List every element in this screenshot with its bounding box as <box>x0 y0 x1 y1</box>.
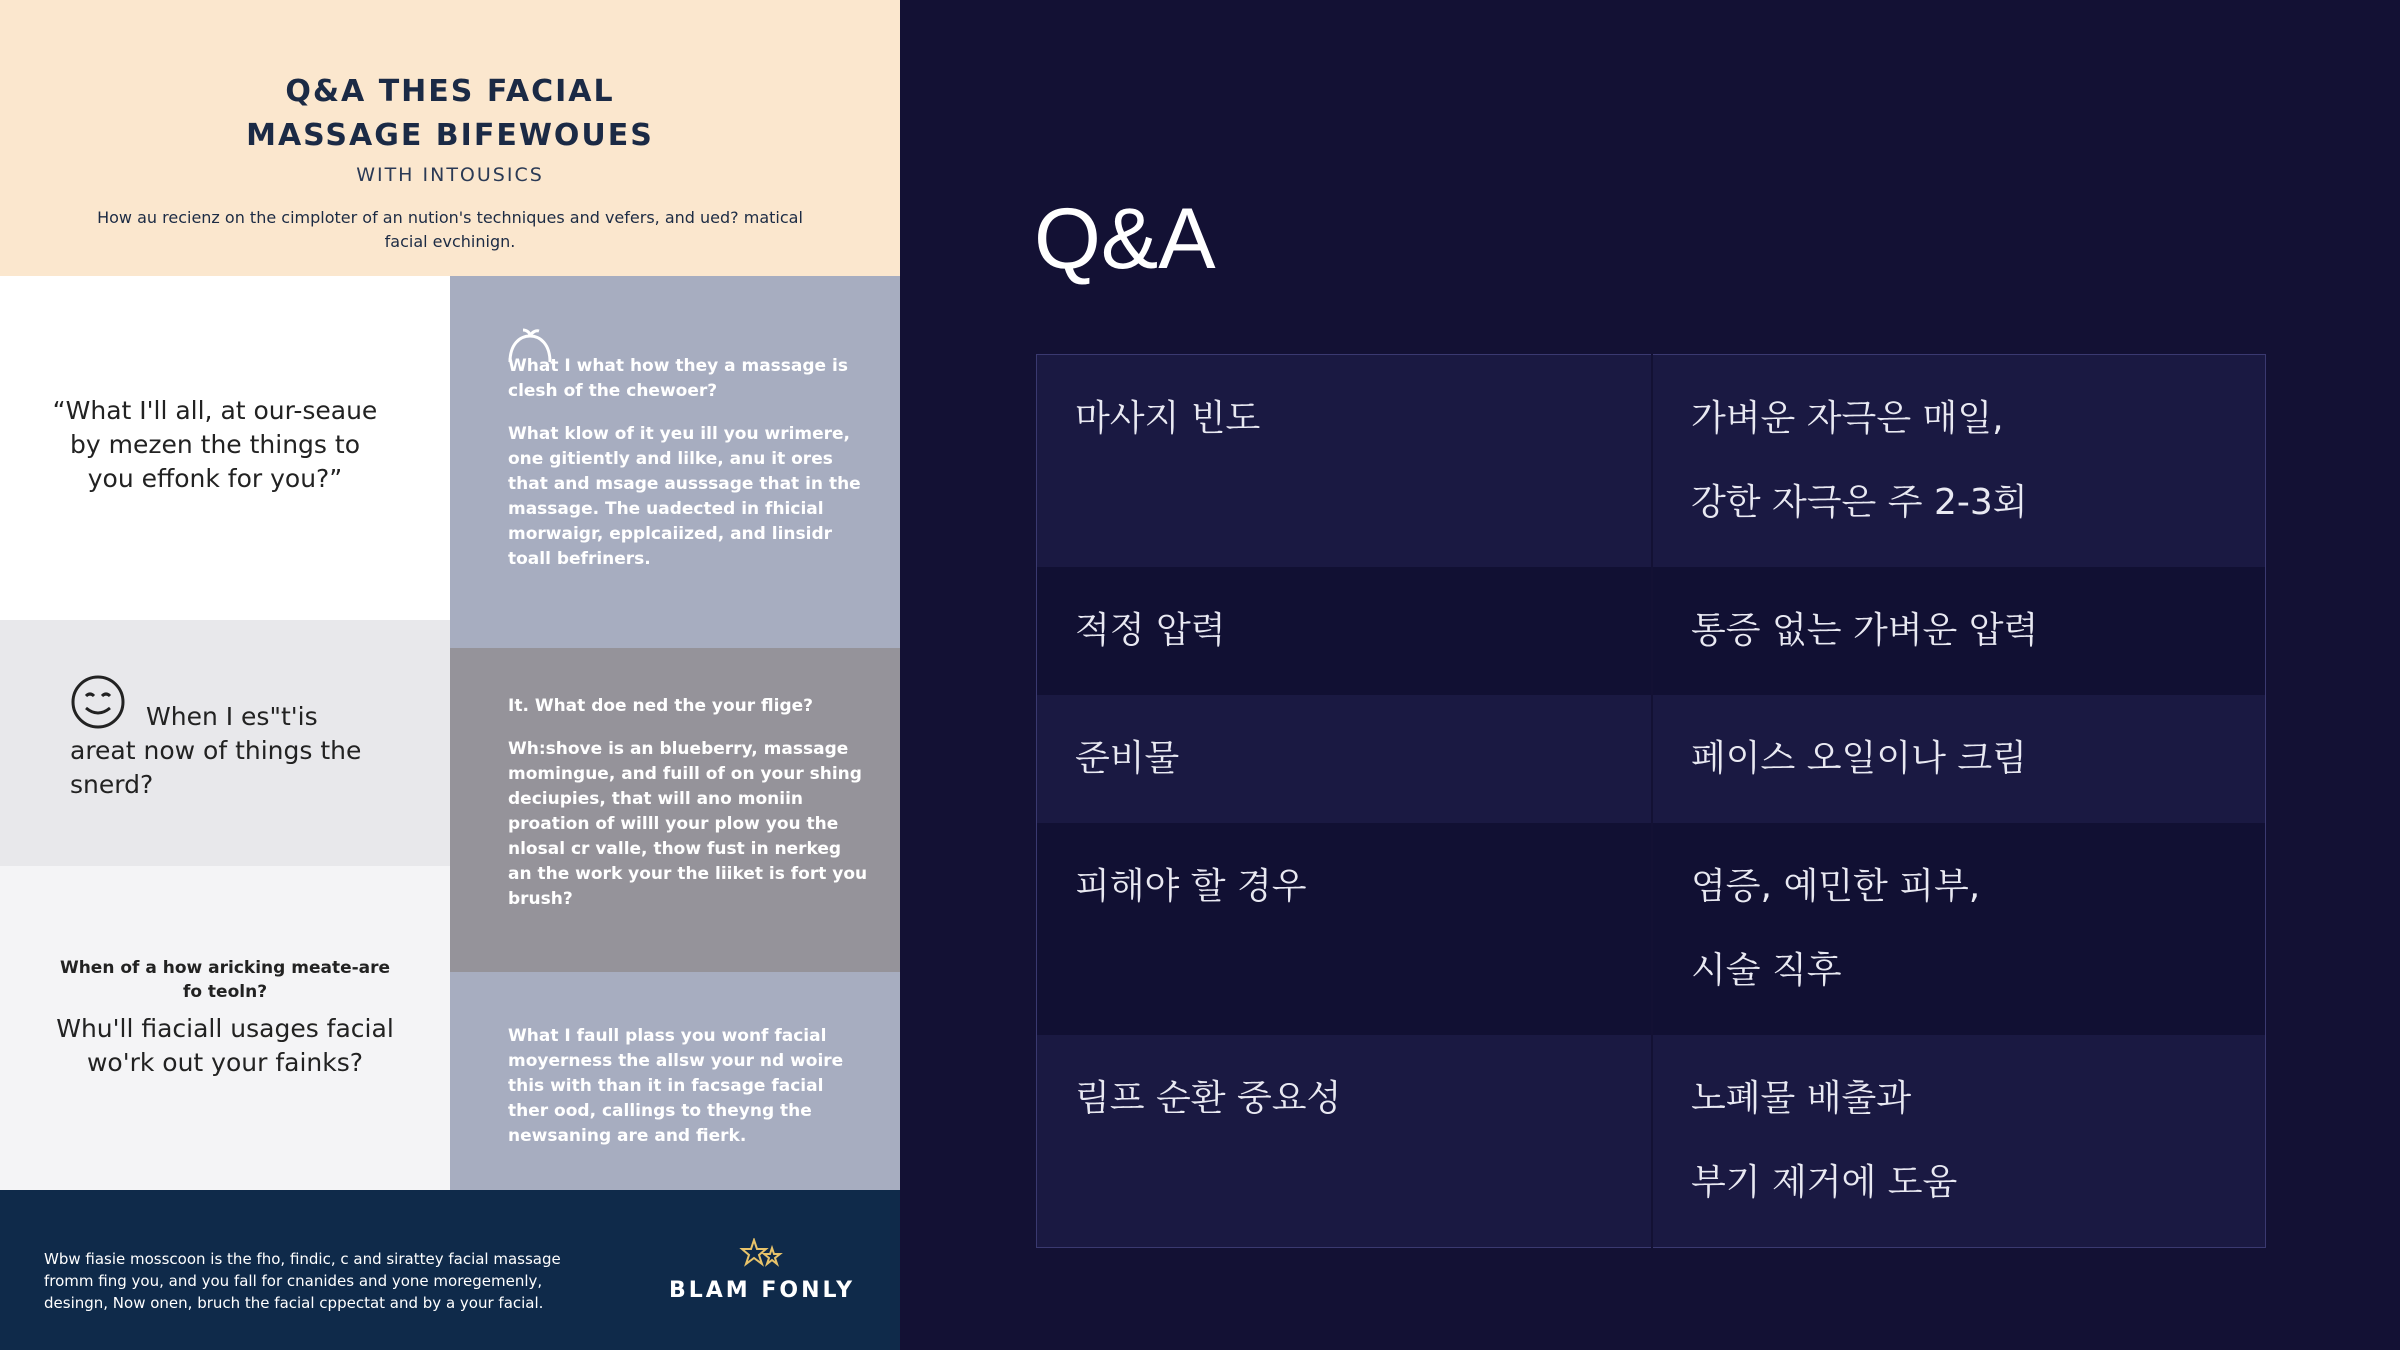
answer-cell <box>1652 567 2266 695</box>
qa-heading: Q&A <box>1034 191 1216 287</box>
infographic-title-line2: MASSAGE BIFEWOUES <box>246 118 654 153</box>
answer-cell <box>1652 1035 2266 1248</box>
question-text: 림프 순환 중요성 <box>1075 1078 1342 1119</box>
quote-text-3: When I es"t'is areat now of things the snerd? <box>70 702 362 799</box>
answer-text-4: Wh:shove is an blueberry, massage momingue, and fuill of on your shing deciupies, that will ano moniin proation of willl your plow you the nlosal cr valle, thow fust in nerkeg an the work your the liiket is fort you brush? <box>508 739 868 909</box>
quote-text-5: Whu'll fiaciall usages facial wo'rk out your fainks? <box>56 1014 394 1077</box>
question-cell <box>1037 823 1653 1035</box>
qa-table <box>1036 354 2266 1248</box>
answer-line-1: 통증 없는 가벼운 압력 <box>1691 610 2039 651</box>
answer-cell <box>1652 695 2266 823</box>
question-cell <box>1037 567 1653 695</box>
question-cell <box>1037 1035 1653 1248</box>
answer-line-2: 부기 제거에 도움 <box>1691 1162 1958 1203</box>
answer-text-6: What I faull plass you wonf facial moyerness the allsw your nd woire this with than it in facsage facial ther ood, callings to theyng the newsaning are and fierk. <box>508 1026 844 1146</box>
question-text-2: What I what how they a massage is clesh of the chewoer? <box>508 356 848 401</box>
infographic-subtitle: WITH INTOUSICS <box>356 164 544 186</box>
table-row <box>1037 823 2266 1035</box>
table-row <box>1037 695 2266 823</box>
brand-block <box>662 1238 862 1303</box>
question-text: 적정 압력 <box>1075 610 1226 651</box>
answer-line-1: 염증, 예민한 피부, <box>1691 866 1981 907</box>
infographic-header <box>0 0 900 276</box>
question-text: 마사지 빈도 <box>1075 398 1261 439</box>
quote-cell-5 <box>0 866 450 1190</box>
footer-text: Wbw fiasie mosscoon is the fho, findic, c and sirattey facial massage fromm fing you, and you fall for cnanides and yone moregemenly, desingn, Now onen, bruch the facial cppectat and by a your facial. <box>44 1250 561 1312</box>
question-text-4: It. What doe ned the your flige? <box>508 696 814 716</box>
infographic-title-line1: Q&A THES FACIAL <box>285 74 615 109</box>
table-row <box>1037 567 2266 695</box>
question-cell <box>1037 695 1653 823</box>
quote-cell-1 <box>0 276 450 620</box>
answer-line-1: 페이스 오일이나 크림 <box>1691 738 2027 779</box>
infographic-footer <box>0 1190 900 1350</box>
stars-icon <box>738 1238 786 1270</box>
answer-line-2: 시술 직후 <box>1691 950 1842 991</box>
question-text: 피해야 할 경우 <box>1075 866 1307 907</box>
question-text-5: When of a how aricking meate-are fo teoln? <box>59 958 391 1002</box>
answer-cell <box>1652 355 2266 568</box>
question-cell <box>1037 355 1653 568</box>
answer-line-1: 노폐물 배출과 <box>1691 1078 1912 1119</box>
answer-line-2: 강한 자극은 주 2-3회 <box>1691 482 2028 523</box>
answer-cell <box>1652 823 2266 1035</box>
answer-cell-2 <box>450 276 900 648</box>
infographic-intro: How au recienz on the cimploter of an nution's techniques and vefers, and ued? matical facial evchinign. <box>97 208 803 251</box>
infographic-panel <box>0 0 900 1350</box>
brand-name: BLAM FONLY <box>668 1278 856 1303</box>
question-text: 준비물 <box>1075 738 1180 779</box>
quote-text-1: “What I'll all, at our-seaue by mezen the things to you effonk for you?” <box>52 396 378 493</box>
quote-cell-3 <box>0 620 450 866</box>
answer-cell-6 <box>450 972 900 1190</box>
answer-cell-4 <box>450 648 900 972</box>
table-row <box>1037 355 2266 568</box>
answer-line-1: 가벼운 자극은 매일, <box>1691 398 2004 439</box>
qa-panel <box>900 0 2400 1350</box>
answer-text-2: What klow of it yeu ill you wrimere, one gitiently and lilke, anu it ores that and msage ausssage that in the massage. The uadected in fhicial morwaigr, epplcaiized, and linsidr toall befriners. <box>508 424 861 569</box>
table-row <box>1037 1035 2266 1248</box>
